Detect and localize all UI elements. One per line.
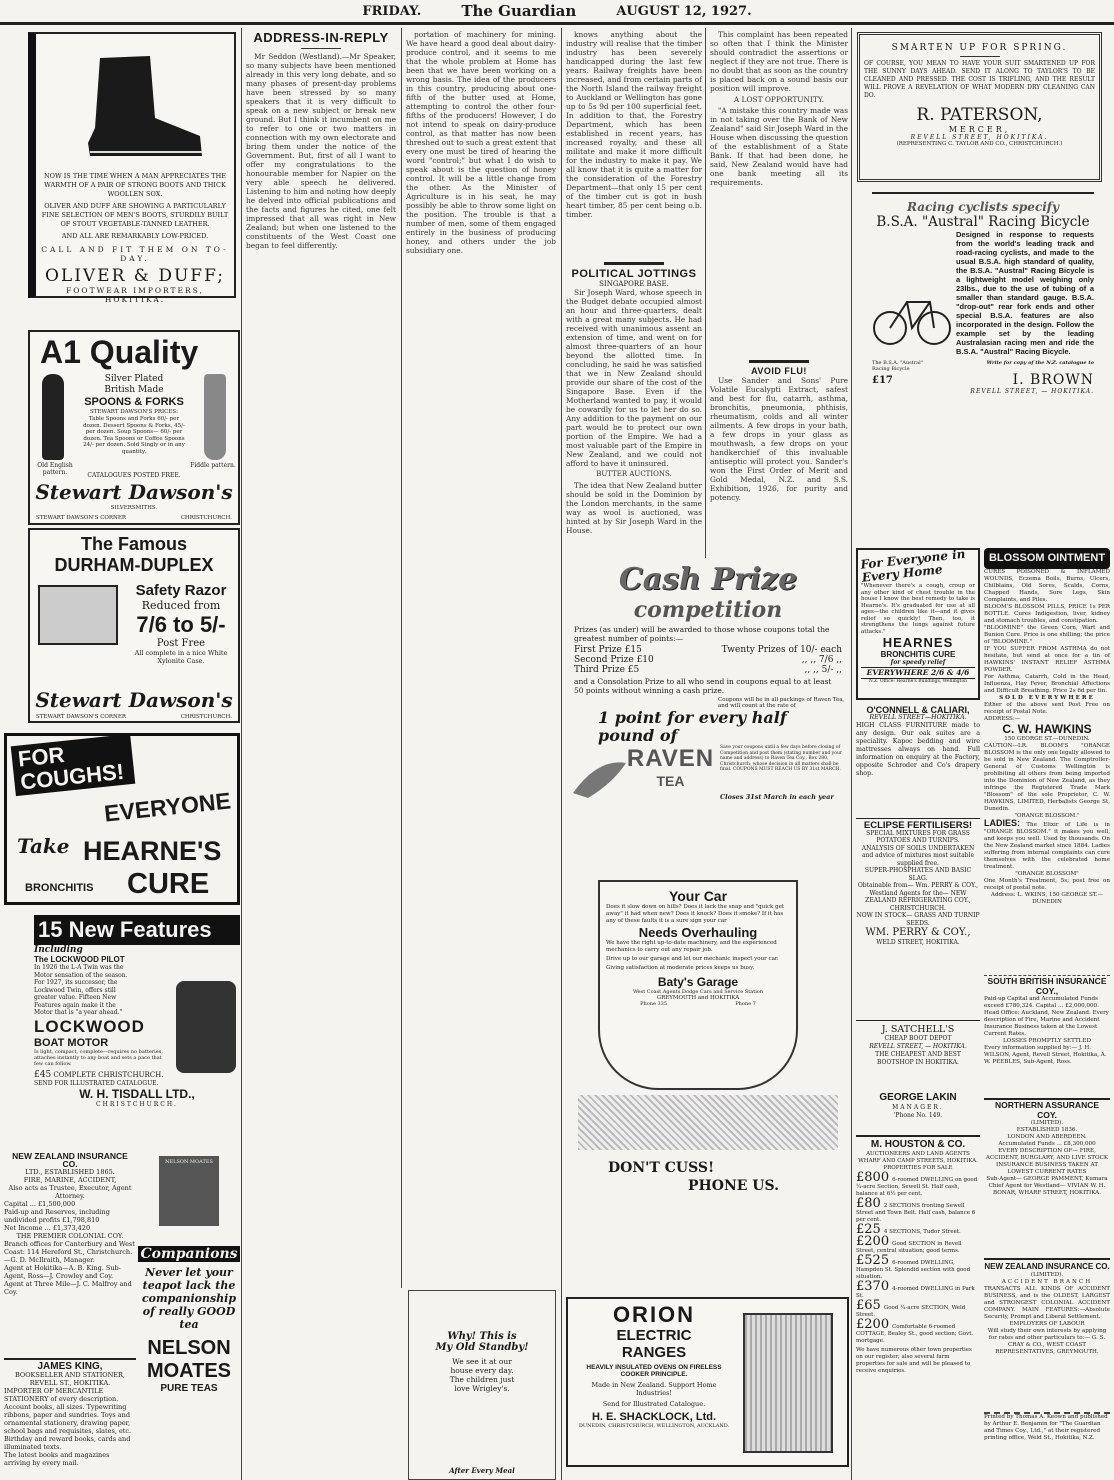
ad-brand: C. W. HAWKINS bbox=[1002, 722, 1092, 736]
ad-brand: CURE bbox=[127, 868, 210, 900]
ad-text: Agent at Three Mile—J. C. Malfroy and Coy. bbox=[4, 1280, 132, 1296]
ad-brand: ORION bbox=[612, 1302, 696, 1327]
ad-headline: GEORGE LAKIN bbox=[879, 1092, 957, 1103]
ad-text: Westland Agents for the— NEW ZEALAND REFRIGERATING COY., CHRISTCHURCH. bbox=[865, 889, 971, 912]
ad-text: WHARF AND CAMP STREETS, HOKITIKA. bbox=[858, 1158, 978, 1164]
ad-brand: WM. PERRY & COY., bbox=[865, 927, 971, 938]
property-price: £25 bbox=[856, 1222, 881, 1237]
ad-text: THE PREMIER COLONIAL COY. bbox=[16, 1232, 124, 1240]
ad-text: Use Sander and Sons' Pure Volatile Eucalypti Extract, safest and best for flu, catarrh, asthma, bronchitis, pneumonia, phthisis, rheumatism, colds and all winter ailments. A few drops in your bath, a few drops in your glass as mouthwash, a few drops on your handkerchief of this invaluable antiseptic will protect you. Sander's won the First Order of Merit and Gold Medal, N.Z. and S.S. Exhibition, 1926, for purity and potency. bbox=[710, 376, 848, 502]
ad-text: ANALYSIS OF SOILS UNDERTAKEN and advice of mixtures most suitable supplied free. bbox=[861, 844, 975, 867]
masthead-title: The Guardian bbox=[461, 2, 577, 20]
ad-brand: Stewart Dawson's bbox=[35, 688, 233, 712]
ad-text: BLOOM'S BLOSSOM PILLS, PRICE 1s PER BOTTLE. Cures Indigestion, liver, kidney and stomach troubles, and constipation. bbox=[984, 604, 1110, 624]
ad-text: Racing cyclists specify bbox=[907, 200, 1059, 214]
ad-text: "Whenever there's a cough, croup or any other kind of chest trouble in the house I know the best remedy to take is Hearne's. It's graduated for use at all ages—the children like it—and it gives relief so quickly! Then, too, it strengthens the lungs against future attacks." bbox=[861, 583, 975, 635]
ad-text: CHRISTCHURCH. bbox=[180, 714, 232, 720]
ad-text: Address: L. WKINS, 150 GEORGE ST.—DUNEDIN bbox=[990, 892, 1104, 905]
motor-illustration bbox=[176, 981, 236, 1073]
boot-illustration bbox=[60, 48, 210, 168]
article-text: "A mistake this country made was in not taking over the Bank of New Zealand" said Sir Joseph Ward in the House when discussing the question of the establishment of a State Bank. If that had been done, he said, New Zealand would have had one bank meeting all its requirements. bbox=[710, 106, 848, 187]
ad-text: WELD STREET, HOKITIKA. bbox=[876, 939, 960, 946]
political-jottings bbox=[566, 262, 702, 554]
ad-text: Drive up to our garage and let our mechanic inspect your car. bbox=[606, 956, 779, 962]
property-price: £370 bbox=[856, 1279, 890, 1294]
price: 7/6 to 5/- bbox=[136, 612, 226, 637]
ad-text: "BLOOMINE" the Green Corn, Wart and Bunion Cure. Price is one shilling; the price of "BLOOMINE." bbox=[984, 625, 1110, 645]
bsa-bicycle-ad bbox=[872, 192, 1094, 544]
ad-brand: W. H. TISDALL LTD., bbox=[79, 1086, 195, 1101]
ad-brand: I. BROWN bbox=[1012, 372, 1094, 388]
raven-tea-ad bbox=[568, 562, 848, 874]
ad-headline: ELECTRIC bbox=[616, 1327, 692, 1344]
ad-text: Take bbox=[17, 834, 70, 858]
ad-headline: My Old Standby! bbox=[435, 1342, 529, 1353]
ad-text: We have the right up-to-date machinery, and the experienced mechanics to carry out any repair job. bbox=[606, 940, 777, 953]
masthead-date: AUGUST 12, 1927. bbox=[616, 3, 752, 19]
hearnes-coughs-ad bbox=[4, 733, 240, 905]
ad-brand: H. E. SHACKLOCK, Ltd. bbox=[591, 1411, 717, 1423]
ad-text: Net Income ... £1,373,420 bbox=[4, 1224, 91, 1232]
ad-headline: M. HOUSTON & CO. bbox=[870, 1139, 966, 1150]
ad-text: STEWART DAWSON'S CORNER bbox=[36, 714, 127, 720]
ad-text: In 1926 the L-A Twin was the Motor sensation of the season. For 1927, its successor, the Lockwood Twin, offers still greater value. Fifteen New Features again make it the Motor that is "a year ahead." bbox=[34, 964, 128, 1016]
ad-headline: PHONE US. bbox=[688, 1178, 779, 1194]
property-listing bbox=[856, 1170, 980, 1198]
ad-text: LOSSES PROMPTLY SETTLED bbox=[1003, 1038, 1091, 1044]
ad-text: Closes 31st March in each year bbox=[720, 793, 834, 801]
ad-text: BOAT MOTOR bbox=[34, 1036, 109, 1049]
property-list bbox=[856, 1170, 980, 1345]
ad-text: (REPRESENTING C. TAYLOR AND CO., CHRISTCHURCH.) bbox=[896, 141, 1063, 147]
avoid-flu-ad bbox=[710, 360, 848, 555]
ad-text: MERCER, bbox=[948, 125, 1011, 134]
phone-number: Phone 7 bbox=[735, 1001, 756, 1007]
ad-brand: NELSON bbox=[147, 1337, 231, 1359]
ad-text: IMPORTER OF MERCANTILE STATIONERY of every description. Account books, all sizes. Typewriting ribbons, paper and sundries. Toys and ornamental stationery, drawing paper, school bags and requisites, slates, etc. Birthday and reward books, cards and illuminated texts. bbox=[4, 1387, 132, 1451]
ad-headline: JAMES KING, bbox=[37, 1361, 103, 1372]
ad-text: CHRISTCHURCH. bbox=[96, 1100, 178, 1108]
price: £45 bbox=[34, 1069, 52, 1080]
ad-text: REVELL STREET, — HOKITIKA. bbox=[970, 388, 1094, 395]
ad-text: MANAGER. bbox=[892, 1104, 944, 1111]
masthead-day: FRIDAY. bbox=[362, 3, 422, 19]
nz-insurance-accident-ad bbox=[984, 1258, 1110, 1410]
ad-text: COMPLETE CHRISTCHURCH. bbox=[53, 1070, 164, 1079]
ad-text: For Asthma, Catarrh, Cold in the Head, Influenza, Hay Fever, Bronchial Affections and Difficult Breathing. Price 2s 6d per tin. bbox=[984, 674, 1110, 694]
ad-text: Either of the above sent Post Free on receipt of Postal Note. bbox=[984, 702, 1110, 715]
ad-text: Capital ... £1,500,000 bbox=[4, 1200, 76, 1208]
ad-headline: Needs Overhauling bbox=[638, 925, 758, 940]
ad-text: Will study their own interests by applying for rates and other particulars to:— G. S. CRAY & CO., WEST COAST REPRESENTATIVES, GREYMOUTH. bbox=[987, 1328, 1107, 1355]
ad-headline: FOR COUGHS! bbox=[11, 734, 136, 796]
ad-headline: SMARTEN UP FOR SPRING. bbox=[891, 43, 1068, 53]
ad-headline: 15 New Features bbox=[34, 915, 240, 945]
ad-headline: EVERYONE bbox=[103, 787, 233, 827]
ad-text: Obtainable from— Wm. PERRY & COY., bbox=[857, 882, 979, 889]
property-description: 6-roomed DWELLING, Hampden St. Splendid section with good situation. bbox=[856, 1260, 971, 1280]
ad-headline: O'CONNELL & CALIARI, bbox=[866, 705, 970, 715]
ad-text: CATALOGUES POSTED FREE. bbox=[87, 472, 181, 479]
article-column bbox=[406, 30, 556, 1285]
nz-insurance-ad bbox=[4, 1152, 136, 1352]
ad-text: The Elixir of Life is in "ORANGE BLOSSOM." it makes you well, and keeps you well. Used by thousands. On the New Zealand market since 1884. Ladies suffering from internal complaints can cure themselves with the celebrated home treatment. bbox=[984, 822, 1111, 870]
property-listing bbox=[856, 1317, 980, 1345]
article-text: Mr Seddon (Westland).—Mr Speaker, so many subjects have been mentioned already in this very long debate, and so many phases of present-day problems have been stressed by so many speakers that it is very difficult to speak on a new subject or break new ground. But I think it incumbent on me to refer to one or two matters in connection with my own electorate and bring them under the notice of the Government. But, first of all I want to offer my congratulations to the honourable member for Napier on the very able speech he delivered. Listening to him and noting how deeply he delved into official publications and the facts and figures he cited, one felt impressed that all was right in New Zealand; but when one listened to the constituents of the West Coast one began to feel differently. bbox=[246, 52, 396, 250]
property-price: £65 bbox=[856, 1298, 881, 1313]
ad-text: The LOCKWOOD PILOT bbox=[34, 955, 125, 964]
ad-subheadline: PROPERTIES FOR SALE bbox=[883, 1165, 953, 1171]
ad-text: (LIMITED). bbox=[1030, 1272, 1064, 1278]
price: EVERYWHERE 2/6 & 4/6 bbox=[861, 667, 975, 679]
article-column bbox=[246, 30, 396, 1285]
ad-brand: TEA bbox=[656, 773, 685, 789]
ad-brand: Stewart Dawson's bbox=[35, 480, 233, 504]
oconnell-caliari-ad bbox=[856, 706, 980, 814]
ad-text: Safety Razor bbox=[135, 582, 227, 599]
south-british-ad bbox=[984, 975, 1110, 1095]
ad-text: CAUTION—LR. BLOOM'S "ORANGE BLOSSOM is the only one legally allowed to be sold in New Zealand. The Comptroller-General of Customs Wellington is prohibiting all others from being imported into the Dominion of New Zealand, as they infringe the Registered Trade Mark "Blossom" of the sole Proprietor, C. W. HAWKINS, LIMITED, Herbalists George St, Dunedin. bbox=[984, 743, 1110, 812]
ad-text: ACCIDENT BRANCH bbox=[1001, 1279, 1093, 1285]
ad-text: for speedy relief bbox=[890, 659, 946, 666]
ad-text: REVELL ST., HOKITIKA. bbox=[29, 1379, 111, 1387]
ad-text: Designed in response to requests from the world's leading track and road-racing cyclists, and made to the usual B.S.A. high standard of quality, the B.S.A. "Austral" Racing Bicycle is a lightweight model weighing only 23lbs., due to the use of tubing of a smaller than standard gauge. B.S.A. "drop-out" rear fork ends and other special B.S.A. features are also incorporated in the design. Follow the example set by the leading Australasian racing men and ride the B.S.A. "Austral" Racing Bicycle. bbox=[956, 230, 1094, 356]
ad-headline: NEW ZEALAND INSURANCE CO. bbox=[984, 1262, 1110, 1271]
ad-text: CALL AND FIT THEM ON TO-DAY. bbox=[41, 245, 229, 263]
column-divider bbox=[561, 28, 562, 1480]
article-headline: POLITICAL JOTTINGS bbox=[571, 268, 697, 280]
ad-text: OF COURSE, YOU MEAN TO HAVE YOUR SUIT SMARTENED UP FOR THE SUNNY DAYS AHEAD. SEND IT ALONG TO TAYLOR'S TO BE CLEANED AND PRESSED. THE COST IS TRIFLING, AND THE RESULT WILL PROVE A REVELATION OF WHAT MODERN DRY CLEANING CAN DO. bbox=[864, 60, 1095, 99]
ad-headline: BLOSSOM OINTMENT bbox=[984, 548, 1110, 569]
batys-garage-ad bbox=[568, 880, 848, 1210]
ad-text: ESTABLISHED 1836. bbox=[1016, 1127, 1078, 1133]
ad-text: THE CHEAPEST AND BEST BOOTSHOP IN HOKITIKA. bbox=[875, 1051, 961, 1066]
ad-brand: R. PATERSON, bbox=[916, 105, 1043, 125]
ad-text: IF YOU SUFFER FROM ASTHMA do not hesitate, but send at once for a tin of HAWKINS' INSTANT RELIEF ASTHMA POWDER. bbox=[984, 646, 1110, 673]
ad-text: Accumulated Funds ... £8,300,000 bbox=[998, 1141, 1096, 1147]
property-price: £525 bbox=[856, 1253, 890, 1268]
ad-text: Save your coupons until a few days before closing of Competition and post them (stating number and your name and address) to Raven Tea Coy., Box 280, Christchurch, whose decision in all matters shall be final. COUPONS MUST REACH US BY 31st MARCH. bbox=[720, 745, 842, 772]
ad-headline: A1 Quality bbox=[40, 334, 199, 370]
ad-text: GREYMOUTH and HOKITIKA bbox=[656, 995, 740, 1001]
ad-headline: J. SATCHELL'S bbox=[881, 1024, 955, 1035]
ad-subheadline: SPOONS & FORKS bbox=[84, 396, 184, 408]
masthead bbox=[0, 0, 1114, 22]
eclipse-fertilisers-ad bbox=[856, 818, 980, 1018]
ad-text: REVELL STREET, HOKITIKA. bbox=[910, 134, 1049, 141]
property-description: Good ¼-acre SECTION, Weld Street. bbox=[856, 1305, 966, 1318]
ad-text: HEAVILY INSULATED OVENS ON FIRELESS COOKER PRINCIPLE. bbox=[586, 1364, 722, 1378]
ad-headline: competition bbox=[633, 597, 783, 623]
ad-text: SOLD EVERYWHERE bbox=[999, 695, 1095, 701]
article-text: This complaint has been repeated so often that I think the Minister should contradict the assertions or neglect if they are not true. There is no doubt that as soon as the country is placed back on a sound basis our position will improve. bbox=[710, 30, 848, 93]
property-price: £80 bbox=[856, 1196, 881, 1211]
ad-text: BRONCHITIS CURE bbox=[880, 650, 956, 659]
ad-text: STEWART DAWSON'S PRICES: bbox=[89, 409, 179, 415]
ad-text: and a Consolation Prize to all who send in coupons equal to at least 50 points without winning a cash prize. bbox=[574, 677, 832, 695]
ad-text: Branch offices for Canterbury and West Coast: 114 Hereford St., Christchurch.—G. D. McIlraith, Manager. bbox=[4, 1240, 135, 1264]
ad-text: AUCTIONEERS AND LAND AGENTS bbox=[866, 1151, 970, 1157]
ad-text: NOW IS THE TIME WHEN A MAN APPRECIATES THE WARMTH OF A PAIR OF STRONG BOOTS AND THICK WOOLLEN SOX. bbox=[43, 172, 227, 198]
property-description: 4 SECTIONS, Tudor Street. bbox=[883, 1229, 961, 1235]
ad-text: "ORANGE BLOSSOM" bbox=[1015, 871, 1079, 877]
ad-text: Every information supplied by:— J. H. WILSON, Agent, Revell Street, Hokitika, A. W. PEEBLES, Sub-Agent, Ross. bbox=[984, 1045, 1107, 1065]
phone-number: Phone 335 bbox=[640, 1001, 668, 1007]
ad-text: Post Free bbox=[156, 638, 206, 649]
price-list: Table Spoons and Forks 60/- per dozen. Dessert Spoons & Forks, 45/- per dozen. Soup Spoons— 60/- per dozen. Tea Spoons or Coffee Spoons 24/- per dozen. Sold Singly or in any quantity. bbox=[83, 416, 185, 455]
ad-text: LADIES: bbox=[984, 818, 1020, 828]
ad-headline: Your Car bbox=[668, 888, 728, 904]
ad-text: FOOTWEAR IMPORTERS, HOKITIKA. bbox=[66, 286, 204, 304]
ad-brand: OLIVER & DUFF; bbox=[44, 266, 226, 286]
tea-tin-illustration: NELSON MOATES bbox=[159, 1156, 219, 1226]
ad-brand: MOATES bbox=[146, 1360, 232, 1382]
ad-text: After Every Meal bbox=[449, 1466, 515, 1475]
masthead-rule bbox=[0, 22, 1114, 25]
ad-text: British Made bbox=[104, 385, 164, 395]
property-listing bbox=[856, 1196, 980, 1224]
lakin-ad bbox=[856, 1092, 980, 1132]
ad-text: Agent at Hokitika—A. B. King. Sub-Agent, Ross—J. Crowley and Coy. bbox=[4, 1264, 121, 1280]
ad-text: The latest books and magazines arriving by every mail. bbox=[4, 1451, 110, 1467]
houston-ad bbox=[856, 1135, 980, 1480]
ad-text: ADDRESS:— bbox=[984, 716, 1021, 722]
nelson-moates-ad bbox=[138, 1152, 240, 1480]
fork-illustration bbox=[204, 374, 226, 460]
ad-text: DUNEDIN, CHRISTCHURCH, WELLINGTON, AUCKLAND. bbox=[578, 1423, 730, 1429]
oliver-duff-ad bbox=[28, 32, 236, 304]
ad-headline: NORTHERN ASSURANCE COY. bbox=[994, 1100, 1100, 1120]
caption: Old English pattern. bbox=[37, 462, 73, 476]
ad-text: All complete in a nice White Xylonite Case. bbox=[134, 649, 228, 665]
ad-text: Does it slow down on hills? Does it lack the snap and "quick get away" it had when new? Does it knock? Does it smoke? If it has any of these faults it is a sure sign your car bbox=[606, 904, 785, 924]
column-divider bbox=[851, 28, 852, 1480]
property-description: Good SECTION in Revell Street, central situation; good terms. bbox=[856, 1241, 962, 1254]
ad-brand: HEARNE'S bbox=[83, 836, 222, 866]
a1-quality-ad bbox=[28, 330, 240, 525]
column-divider bbox=[241, 28, 242, 1480]
article-column bbox=[566, 30, 702, 260]
ad-text: Prizes (as under) will be awarded to those whose coupons total the greatest number of points:— bbox=[574, 625, 830, 643]
ad-text: Is light, compact, complete—requires no batteries, attaches instantly to any boat and sets a pace that few can follow. bbox=[34, 1048, 163, 1067]
property-listing bbox=[856, 1253, 980, 1281]
ad-text: SPECIAL MIXTURES FOR GRASS POTATOES AND TURNIPS. bbox=[866, 829, 970, 844]
ad-text: One Month's Treatment, 5s; post free on receipt of postal note. bbox=[984, 878, 1110, 891]
ad-text: CHEAP BOOT DEPOT bbox=[884, 1035, 952, 1042]
northern-assurance-ad bbox=[984, 1098, 1110, 1255]
ad-text: Coupons will be in all packings of Raven Tea, and will count at the rate of bbox=[718, 697, 845, 709]
ad-headline: AVOID FLU! bbox=[751, 366, 807, 376]
article-text: Sir Joseph Ward, whose speech in the Budget debate occupied almost an hour and three-quarters, dealt with a great many subjects. He had received with unanimous assent an extension of time, and went on for almost three-quarters of an hour beyond the allotted time. In concluding, he said he was satisfied that we in New Zealand should provide our share of the cost of the Singapore Base. Even if the Motherland wanted to pay, it would be cowardly for us to let her do so. Any addition to the payment on our part would be to protect our own portion of the Empire. We had a most valuable part of the Empire in New Zealand, and we could not afford to have it uninsured. bbox=[566, 288, 702, 468]
prize-row: First Prize £15 Twenty Prizes of 10/- each bbox=[574, 645, 842, 655]
property-price: £800 bbox=[856, 1170, 890, 1185]
mechanic-illustration bbox=[578, 1095, 838, 1150]
ad-text: We see it at our house every day. The children just love Wrigley's. bbox=[449, 1357, 515, 1393]
ad-text: (LIMITED). bbox=[1030, 1120, 1064, 1126]
spoon-illustration bbox=[42, 374, 64, 460]
wrigley-ad bbox=[408, 1290, 556, 1480]
ad-brand: RAVEN bbox=[626, 745, 715, 772]
bicycle-illustration bbox=[872, 280, 952, 350]
ad-text: STEWART DAWSON'S CORNER bbox=[36, 515, 127, 521]
ad-text: TRANSACTS ALL KINDS OF ACCIDENT BUSINESS, and is the OLDEST, LARGEST and STRONGEST COLONIAL ACCIDENT COMPANY. MAIN FEATURES:—Absolute Security, Prompt and Liberal Settlement. bbox=[984, 1286, 1110, 1320]
hearnes-ad bbox=[856, 548, 980, 700]
ad-text: Paid-up Capital and Accumulated Funds exceed £780,324. Capital ... £2,000,000. Head Office: Auckland, New Zealand. Every description of Fire, Marine and Accident Insurance Business taken at the Lowest Current Rates. bbox=[984, 996, 1109, 1037]
ad-text: BOOKSELLER AND STATIONER, bbox=[14, 1371, 125, 1379]
caption: Fiddle pattern. bbox=[190, 462, 236, 469]
ad-text: OLIVER AND DUFF ARE SHOWING A PARTICULARLY FINE SELECTION OF MEN'S BOOTS, STURDILY BUILT OF STOUT VEGETABLE-TANNED LEATHER. bbox=[41, 202, 229, 228]
ad-text: FIRE, MARINE, ACCIDENT, bbox=[23, 1176, 117, 1184]
ad-text: Paid-up and Reserves, including undivided profits £1,798,810 bbox=[4, 1208, 110, 1224]
ad-text: REVELL STREET, — HOKITIKA. bbox=[869, 1043, 967, 1050]
ad-text: N.Z. Office: Hearne's Buildings, Wellington bbox=[868, 679, 968, 684]
property-description: 6-roomed DWELLING on good ¼-acre Section, Sewell St. Half cash, balance at 6½ per cent. bbox=[856, 1177, 978, 1197]
article-subheadline: SINGAPORE BASE. bbox=[599, 280, 669, 288]
ad-brand: HEARNES bbox=[882, 635, 954, 650]
ad-text: SILVERSMITHS. bbox=[110, 505, 158, 511]
ad-text: 150 GEORGE ST.—DUNEDIN. bbox=[1004, 736, 1090, 742]
ad-text: Including bbox=[34, 945, 83, 955]
durham-duplex-ad bbox=[28, 528, 240, 723]
caption: The B.S.A. "Austral" Racing Bicycle bbox=[872, 360, 923, 372]
james-king-ad bbox=[4, 1358, 136, 1480]
price: £17 bbox=[872, 374, 893, 386]
ad-headline: Why! This is bbox=[447, 1331, 517, 1342]
ad-text: BRONCHITIS bbox=[25, 882, 94, 894]
orion-ranges-ad bbox=[566, 1297, 849, 1467]
ad-text: Sub-Agent— GEORGE PAMMENT, Kumara bbox=[986, 1176, 1108, 1182]
article-text: The idea that New Zealand butter should be sold in the Dominion by the London merchants, in the same way as wool is auctioned, was hinted at by Sir Joseph Ward in the House. bbox=[566, 481, 702, 535]
property-description: 4-roomed DWELLING in Park St. bbox=[856, 1286, 975, 1299]
article-text: portation of machinery for mining. We have heard a good deal about dairy-produce control, and it seems to me that the whole problem at Home has been that we have been working on a wrong basis. The idea of the producers in this country, producing about one-fifth of the butter used at Home, attempting to control the other four-fifths of the producers! However, I do not intend to speak on dairy-produce control, as that matter has now been threshed out to such a great extent that every one must be tired of hearing the word "control;" but what I do wish to speak about is the question of honey control. It will be a little change from the other. As the Minister of Agriculture is in his seat, he may possibly be able to throw some light on the position. The trouble is that a number of men, some of them engaged entirely in the business of producing honey, and others under the job subsidiary one. bbox=[406, 30, 556, 255]
ad-brand: Baty's Garage bbox=[657, 975, 739, 989]
ad-text: Send for Illustrated Catalogue. bbox=[602, 1400, 706, 1408]
ad-text: LTD., ESTABLISHED 1865. bbox=[25, 1168, 115, 1176]
property-description: Comfortable 6-roomed COTTAGE, Bealey St., good section; Govt. mortgage. bbox=[856, 1324, 974, 1344]
ad-headline: SOUTH BRITISH INSURANCE COY., bbox=[987, 976, 1107, 996]
ad-text: The Famous bbox=[80, 534, 187, 554]
ad-text: SUPER-PHOSPHATES AND BASIC SLAG. bbox=[864, 867, 972, 882]
ad-headline: Companions bbox=[138, 1246, 240, 1262]
ad-text: CURES POISONED & INFLAMED WOUNDS, Eczema Boils, Burns, Ulcers, Chilblains, Old Sores, Scalds, Corns, Chapped Hands, Sore Legs, Skin Complaints, and Piles. bbox=[984, 569, 1110, 603]
ad-text: We have numerous other town properties on our register; also several farm properties for sale and will be pleased to receive enquiries. bbox=[856, 1347, 972, 1374]
ad-headline: ECLIPSE FERTILISERS! bbox=[863, 820, 973, 831]
raven-bird-illustration bbox=[568, 753, 628, 803]
lockwood-ad bbox=[34, 915, 240, 1145]
ad-headline: For Everyone in Every Home bbox=[859, 546, 966, 585]
ad-headline: Cash Prize bbox=[618, 562, 798, 597]
ad-text: AND ALL ARE REMARKABLY LOW-PRICED. bbox=[61, 232, 209, 240]
article-subheadline: BUTTER AUCTIONS. bbox=[596, 470, 672, 478]
ad-text: EMPLOYERS OF LABOUR bbox=[1009, 1321, 1085, 1327]
article-text: knows anything about the industry will realise that the timber industry has been severely handicapped during the last few years. Railway freights have been increased, and from certain parts of the North Island the railway freight to Auckland or Wellington has gone up to 5s 9d per 100 superficial feet. In addition to that, the Forestry Department, which has been established in recent years, has increased royalty, and these all militate and make it more difficult for the industry to make it pay. We all know that it is quite a matter for the consideration of the Forestry Department—that only 15 per cent of the timber cut is got in bush heart timber, 85 per cent being o.b. timber. bbox=[566, 30, 702, 219]
ad-brand: LOCKWOOD bbox=[34, 1016, 145, 1036]
ad-text: West Coast Agents Dodge Cars and Service Station bbox=[632, 989, 764, 995]
ad-headline: B.S.A. "Austral" Racing Bicycle bbox=[876, 214, 1090, 230]
razor-case-illustration bbox=[38, 585, 118, 645]
ad-headline: RANGES bbox=[621, 1344, 687, 1361]
ad-text: EVERY DESCRIPTION OF— FIRE, ACCIDENT, BURGLARY, AND LIVE STOCK INSURANCE BUSINESS TAKEN AT LOWEST CURRENT RATES bbox=[985, 1148, 1109, 1175]
ad-text: CHRISTCHURCH. bbox=[180, 515, 232, 521]
article-subheadline: A LOST OPPORTUNITY. bbox=[733, 95, 825, 104]
ad-text: REVELL STREET—HOKITIKA. bbox=[869, 714, 967, 721]
ad-text: SEND FOR ILLUSTRATED CATALOGUE. bbox=[34, 1079, 159, 1087]
electric-range-illustration bbox=[743, 1313, 833, 1453]
column-divider bbox=[401, 28, 402, 1288]
satchell-ad bbox=[856, 1020, 980, 1090]
ad-text: Silver Plated bbox=[104, 374, 164, 384]
property-description: 2 SECTIONS fronting Sewell Street and Town Belt. Half cash, balance 6 per cent. bbox=[856, 1203, 976, 1223]
phone-number: 'Phone No. 149. bbox=[893, 1112, 943, 1119]
ad-text: "ORANGE BLOSSOM." bbox=[1014, 813, 1080, 819]
prize-row: Third Prize £5 ,, ,, 5/- ,, bbox=[574, 665, 842, 675]
ad-text: NOW IN STOCK— GRASS AND TURNIP SEEDS. bbox=[856, 912, 980, 927]
imprint: Printed by Thomas A. Keown and published by Arthur E. Benjamin for "The Guardian and Times Coy., Ltd.," at their registered printing office, Weld St., Hokitika, N.Z. bbox=[984, 1412, 1110, 1480]
column-divider bbox=[705, 28, 706, 558]
property-price: £200 bbox=[856, 1317, 890, 1332]
ad-text: PURE TEAS bbox=[160, 1383, 218, 1394]
ad-headline: DURHAM-DUPLEX bbox=[54, 555, 214, 575]
ad-text: Write for copy of the N.Z. catalogue to bbox=[986, 360, 1094, 366]
ad-text: 1 point for every half pound of bbox=[598, 708, 787, 745]
paterson-ad bbox=[857, 32, 1102, 182]
ad-text: HIGH CLASS FURNITURE made to any design. Our oak suites are a speciality. Kapoc bedding and wire mattresses always on hand. Full information on enquiry at the Factory, opposite Schroder and Co's drapery shop. bbox=[856, 722, 980, 777]
ad-text: Never let your teapot lack the companionship of really GOOD tea bbox=[141, 1266, 237, 1331]
ad-text: Chief Agent for Westland— VIVIAN W. H. BONAR, WHARF STREET, HOKITIKA. bbox=[988, 1183, 1106, 1196]
ad-text: LONDON AND ABERDEEN. bbox=[1007, 1134, 1087, 1140]
prize-row: Second Prize £10 ,, ,, 7/6 ,, bbox=[574, 655, 842, 665]
ad-text: Made in New Zealand. Support Home Industries! bbox=[591, 1381, 717, 1397]
article-column bbox=[710, 30, 848, 220]
property-price: £200 bbox=[856, 1234, 890, 1249]
ad-text: Giving satisfaction at moderate prices keeps us busy. bbox=[606, 965, 755, 971]
article-headline: ADDRESS-IN-REPLY bbox=[253, 30, 389, 45]
ad-headline: NEW ZEALAND INSURANCE CO. bbox=[12, 1151, 128, 1169]
blossom-ointment-ad bbox=[984, 548, 1110, 972]
ad-text: Reduced from bbox=[141, 599, 221, 612]
ad-text: Also acts as Trustee, Executor, Agent Attorney. bbox=[8, 1184, 132, 1200]
ad-headline: DON'T CUSS! bbox=[608, 1160, 715, 1176]
